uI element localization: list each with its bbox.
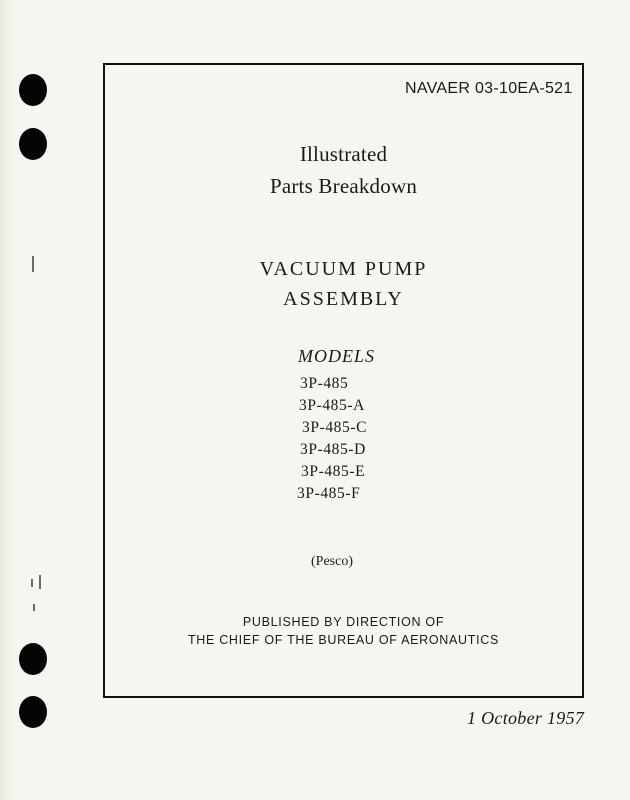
binder-hole xyxy=(19,128,47,160)
scan-mark xyxy=(31,579,33,587)
model-item: 3P-485 xyxy=(300,375,349,392)
manufacturer: (Pesco) xyxy=(311,554,353,569)
models-heading: MODELS xyxy=(298,346,375,366)
model-list xyxy=(297,373,368,505)
publisher-line-1: PUBLISHED BY DIRECTION OF xyxy=(242,615,445,629)
binder-hole xyxy=(19,643,47,675)
model-item: 3P-485-C xyxy=(302,419,368,436)
title-line-1: Illustrated xyxy=(299,142,388,166)
document-number: NAVAER 03-10EA-521 xyxy=(405,80,573,97)
model-item: 3P-485-E xyxy=(301,463,366,480)
binder-hole xyxy=(19,696,47,728)
publisher-line-2: THE CHIEF OF THE BUREAU OF AERONAUTICS xyxy=(187,633,500,647)
title-line-2: Parts Breakdown xyxy=(269,174,418,198)
subject-line-1: VACUUM PUMP xyxy=(259,258,428,280)
binder-hole xyxy=(19,74,47,106)
scan-mark xyxy=(39,575,41,589)
model-item: 3P-485-D xyxy=(300,441,366,458)
scan-mark xyxy=(32,256,34,272)
publication-date: 1 October 1957 xyxy=(467,708,585,728)
subject-line-2: ASSEMBLY xyxy=(283,288,404,310)
scan-mark xyxy=(33,604,35,611)
model-item: 3P-485-A xyxy=(299,397,365,414)
model-item: 3P-485-F xyxy=(297,485,361,502)
